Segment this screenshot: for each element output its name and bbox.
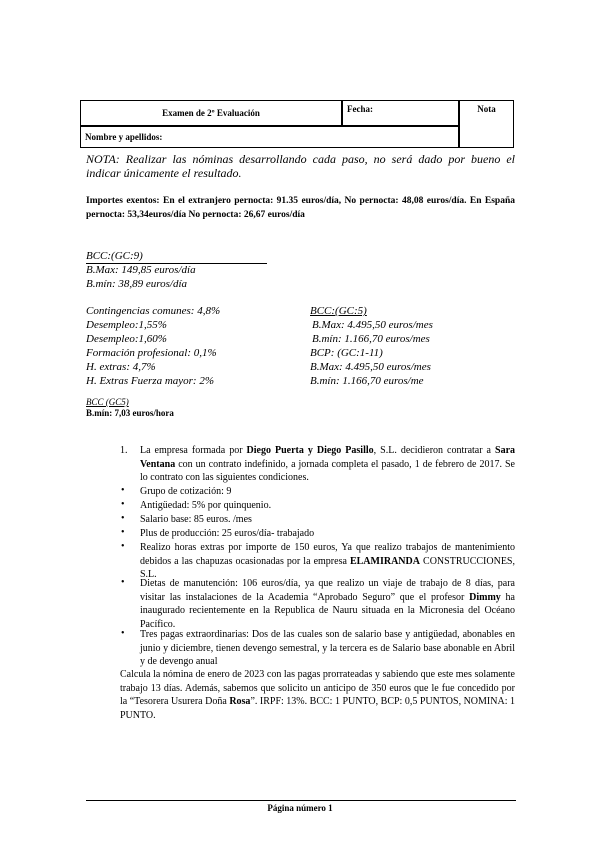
page-number: Página número 1 xyxy=(267,803,333,813)
bcc-gc5-min: B.mín: 1.166,70 euros/mes xyxy=(312,333,430,345)
employee-name: Sara Ventana xyxy=(140,445,516,470)
bullet-icon: • xyxy=(121,485,125,496)
desempleo-1: Desempleo:1,55% xyxy=(86,319,167,331)
bullet-horas-extras xyxy=(140,541,515,582)
bcc-gc9-max: B.Max: 149,85 euros/día xyxy=(86,264,196,276)
bcc-gc5-small-min: B.mín: 7,03 euros/hora xyxy=(86,408,174,418)
bullet-grupo: Grupo de cotización: 9 xyxy=(140,486,232,497)
bcc-gc9-min: B.mín: 38,89 euros/día xyxy=(86,278,188,290)
bcc-gc5-small-title: BCC (GC5) xyxy=(86,397,129,407)
horas-extras-fuerza-mayor: H. Extras Fuerza mayor: 2% xyxy=(86,375,215,387)
bcp-min: B.mín: 1.166,70 euros/me xyxy=(310,375,424,387)
tesorera-name: Rosa xyxy=(229,696,251,707)
bcc-gc5-max: B.Max: 4.495,50 euros/mes xyxy=(312,319,433,331)
profesor-name: Dimmy xyxy=(469,591,501,603)
bullet-icon: • xyxy=(121,513,125,524)
bullet-icon: • xyxy=(121,577,125,588)
bcc-gc5-title: BCC:(GC:5) xyxy=(310,305,367,317)
final-text: Calcula la nómina de enero de 2023 con las pagas prorrateadas y sabiendo que este mes solamente trabajo 13 días. Además, sabemos que solicito un anticipo de 350 euros que le fue concedido por la “Tesorera Usurera Doña xyxy=(120,669,515,707)
fecha-label: Fecha: xyxy=(347,104,373,114)
fecha-box xyxy=(342,100,459,126)
name-label: Nombre y apellidos: xyxy=(85,132,163,142)
exercise-number: 1. xyxy=(120,445,128,456)
final-paragraph xyxy=(120,668,515,722)
bcp-max: B.Max: 4.495,50 euros/mes xyxy=(310,361,431,373)
desempleo-2: Desempleo:1,60% xyxy=(86,333,167,345)
formacion-profesional: Formación profesional: 0,1% xyxy=(86,347,217,359)
name-box xyxy=(80,126,459,148)
intro-text-2: , S.L. decidieron contratar a xyxy=(373,445,496,456)
bullet-icon: • xyxy=(121,527,125,538)
importes-exentos: Importes exentos: En el extranjero pernocta: 91.35 euros/día, No pernocta: 48,08 euros/día. En España pernocta: 53,34euros/día No pernocta: 26,67 euros/día xyxy=(86,196,515,220)
horas-extras-text: Realizo horas extras por importe de 150 euros, Ya que realizo trabajos de mantenimiento debidos a las chapuzas ocasionadas por la empresa xyxy=(140,542,515,567)
bullet-icon: • xyxy=(121,499,125,510)
exam-title: Examen de 2º Evaluación xyxy=(162,108,260,118)
bullet-pagas-extra: Tres pagas extraordinarias: Dos de las cuales son de salario base y antigüedad, abonables en junio y diciembre, tienen devengo semestral, y la tercera es de Salario base abonable en Abril y de devengo anual xyxy=(140,629,515,667)
bullet-icon: • xyxy=(121,541,125,552)
horas-extras: H. extras: 4,7% xyxy=(86,361,156,373)
nota-box xyxy=(459,100,514,148)
horas-extras-text-end: CONSTRUCCIONES, S.L. xyxy=(140,555,515,580)
company-owners: Diego Puerta y Diego Pasillo xyxy=(246,445,374,456)
bullet-salario-base: Salario base: 85 euros. /mes xyxy=(140,514,252,525)
nota-label: Nota xyxy=(477,104,496,114)
nota-instructions: NOTA: Realizar las nóminas desarrollando cada paso, no será dado por bueno el indicar únicamente el resultado. xyxy=(86,152,515,180)
dietas-text-end: ha inaugurado recientemente en la Republica de Nauru situada en la Micronesia del Océano Pacífico. xyxy=(140,591,515,630)
bullet-plus-produccion: Plus de producción: 25 euros/día- trabajado xyxy=(140,528,315,539)
company-elamiranda: ELAMIRANDA xyxy=(349,555,420,567)
intro-text-1: La empresa formada por xyxy=(140,445,247,456)
footer-divider xyxy=(86,800,516,801)
bcc-gc9-title: BCC:(GC:9) xyxy=(86,249,267,264)
bullet-icon: • xyxy=(121,628,125,639)
bullet-dietas xyxy=(140,577,515,631)
bullet-antiguedad: Antigüedad: 5% por quinquenio. xyxy=(140,500,272,511)
intro-text-3: con un contrato indefinido, a jornada completa el pasado, 1 de febrero de 2017. Se lo contrato con las siguientes condiciones. xyxy=(140,458,515,483)
bcp-title: BCP: (GC:1-11) xyxy=(310,347,383,359)
exam-title-box xyxy=(80,100,342,126)
contingencias-comunes: Contingencias comunes: 4,8% xyxy=(86,305,221,317)
exercise-intro xyxy=(140,444,515,485)
dietas-text: Dietas de manutención: 106 euros/día, ya que realizo un viaje de trabajo de 8 días, para visitar las instalaciones de la Academia “Aprobado Seguro” que el profesor xyxy=(140,578,515,603)
final-text-end: ”. IRPF: 13%. BCC: 1 PUNTO, BCP: 0,5 PUNTOS, NOMINA: 1 PUNTO. xyxy=(120,696,515,721)
